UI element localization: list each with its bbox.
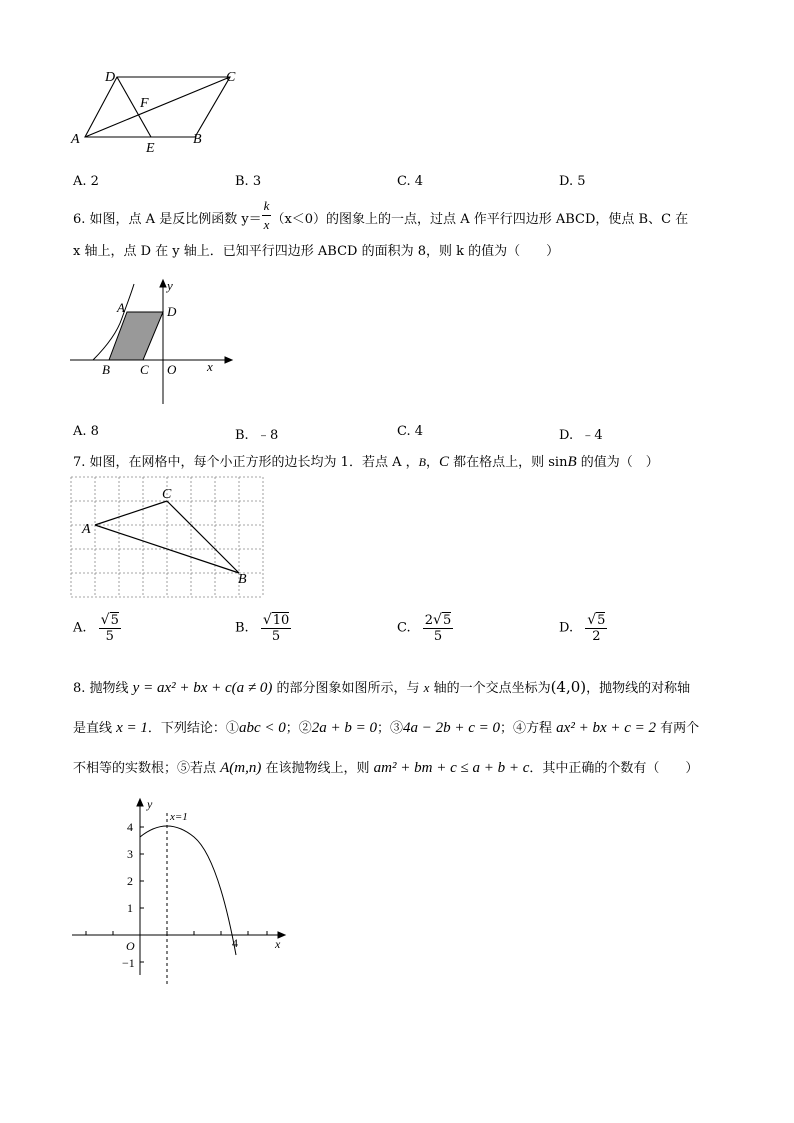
label-D: D: [167, 304, 177, 319]
fraction-2sqrt5-over-5: $\frac{2√5}{5}$: [424, 612, 452, 644]
label-A: A: [117, 300, 125, 315]
q7-option-d[interactable]: D. $\frac{√5}{2}$: [559, 612, 606, 644]
q6-option-d[interactable]: D. ﹣4: [559, 428, 603, 443]
label-y: y: [167, 278, 173, 293]
label-O: O: [126, 939, 135, 953]
fraction-k-over-x: $\frac{k}{x}$: [263, 198, 270, 232]
parabola-curve: [140, 826, 236, 955]
q7-grid-figure: [68, 475, 268, 607]
tick-label-2: 2: [127, 874, 133, 888]
q8-stem-line1: 8. 抛物线 y = ax² + bx + c(a ≠ 0) 的部分图象如图所示，与 x 轴的一个交点坐标为(4,0)，抛物线的对称轴: [73, 678, 691, 696]
y-axis-arrow: [137, 799, 143, 806]
fraction-sqrt10-over-5: $\frac{√10}{5}$: [262, 612, 290, 644]
label-A: A: [82, 522, 91, 537]
q6-stem-line1: 6. 如图，点 A 是反比例函数 y＝ $\frac{k}{x}$ （x＜0）的图象上的一点，过点 A 作平行四边形 ABCD，使点 B、C 在: [73, 198, 689, 232]
q8-stem-line3: 不相等的实数根；⑤若点 A(m,n) 在该抛物线上，则 am² + bm + c ≤ a + b + c．其中正确的个数有（ ）: [73, 760, 699, 776]
parallelogram-shaded: [109, 312, 163, 360]
tick-label-neg1: −1: [122, 956, 135, 970]
q7-option-b[interactable]: B. $\frac{√10}{5}$: [235, 612, 290, 644]
label-x: x: [207, 359, 213, 374]
q7-stem: 7. 如图，在网格中，每个小正方形的边长均为 1．若点 A ，B，C 都在格点上，则 sinB 的值为（ ）: [73, 454, 659, 470]
label-y: y: [147, 797, 153, 811]
x-axis-arrow: [225, 357, 232, 363]
q6-figure: [65, 278, 235, 408]
q5-option-c[interactable]: C. 4: [397, 174, 424, 189]
label-B: B: [238, 572, 247, 587]
segment-cb: [167, 501, 239, 573]
q5-figure: [65, 65, 255, 160]
q5-option-d[interactable]: D. 5: [559, 174, 586, 189]
q5-option-b[interactable]: B. 3: [235, 174, 262, 189]
tick-label-3: 3: [127, 847, 133, 861]
y-axis-arrow: [160, 280, 166, 287]
q6-option-c[interactable]: C. 4: [397, 424, 424, 439]
label-symmetry: x=1: [170, 811, 188, 823]
label-x: x: [275, 937, 281, 951]
label-C: C: [140, 362, 149, 377]
label-A: A: [71, 132, 80, 147]
q6-option-b[interactable]: B. ﹣8: [235, 428, 279, 443]
segment-ac: [95, 501, 167, 525]
y-ticks: [140, 827, 144, 962]
label-C: C: [226, 70, 236, 85]
label-F: F: [140, 96, 149, 111]
tick-label-1: 1: [127, 901, 133, 915]
q8-stem-line2: 是直线 x = 1．下列结论：①abc < 0；②2a + b = 0；③4a − 2b + c = 0；④方程 ax² + bx + c = 2 有两个: [73, 720, 700, 736]
label-B: B: [102, 362, 110, 377]
q6-option-a[interactable]: A. 8: [73, 424, 99, 439]
label-C: C: [162, 487, 172, 502]
diagonal-ac: [85, 77, 230, 137]
fraction-sqrt5-over-2: $\frac{√5}{2}$: [587, 612, 606, 644]
label-D: D: [105, 70, 116, 85]
fraction-sqrt5-over-5: $\frac{√5}{5}$: [100, 612, 119, 644]
tick-label-4: 4: [127, 820, 133, 834]
q7-option-a[interactable]: A. $\frac{√5}{5}$: [73, 612, 119, 644]
q7-option-c[interactable]: C. $\frac{2√5}{5}$: [397, 612, 452, 644]
label-B: B: [193, 132, 202, 147]
label-E: E: [146, 141, 155, 156]
x-tick-label-4: 4: [232, 936, 238, 950]
q5-option-a[interactable]: A. 2: [73, 174, 99, 189]
q6-stem-line2: x 轴上，点 D 在 y 轴上．已知平行四边形 ABCD 的面积为 8，则 k 的值为（ ）: [73, 244, 560, 259]
label-O: O: [167, 362, 177, 377]
x-ticks: [86, 931, 267, 935]
q8-parabola-figure: [68, 795, 293, 995]
